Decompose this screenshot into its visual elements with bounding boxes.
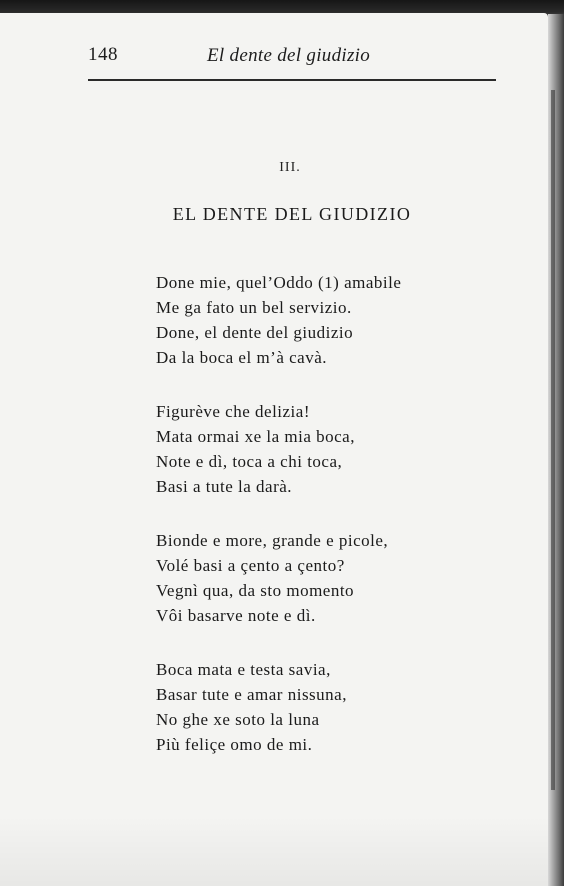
verse-line: Basi a tute la darà. [156,477,293,496]
verse-line: Bionde e more, grande e picole, [156,531,389,550]
verse-line: Figurève che delizia! [156,402,310,421]
verse-line: Vôi basarve note e dì. [156,606,316,625]
stanza-2 [156,399,401,499]
running-head: El dente del giudizio [207,45,371,66]
verse-line: No ghe xe soto la luna [156,710,320,729]
stanza-4 [156,657,401,757]
section-number: III. [279,160,301,175]
verse-line: Più feliçe omo de mi. [156,735,313,754]
book-edge-shadow [551,90,555,790]
verse-line: Basar tute e amar nissuna, [156,685,347,704]
stanza-1 [156,270,401,370]
poem-title: EL DENTE DEL GIUDIZIO [172,204,412,224]
header-rule [88,79,496,81]
page-bottom-fade [0,816,548,886]
verse-line: Mata ormai xe la mia boca, [156,427,355,446]
verse-line: Vegnì qua, da sto momento [156,581,355,600]
verse-line: Volé basi a çento a çento? [156,556,345,575]
poem-body [156,270,401,786]
verse-line: Me ga fato un bel servizio. [156,298,352,317]
verse-line: Done, el dente del giudizio [156,323,354,342]
verse-line: Done mie, quel’Oddo (1) amabile [156,273,402,292]
stanza-3 [156,528,401,628]
page-number: 148 [88,44,118,65]
verse-line: Boca mata e testa savia, [156,660,331,679]
verse-line: Note e dì, toca a chi toca, [156,452,343,471]
verse-line: Da la boca el m’à cavà. [156,348,328,367]
